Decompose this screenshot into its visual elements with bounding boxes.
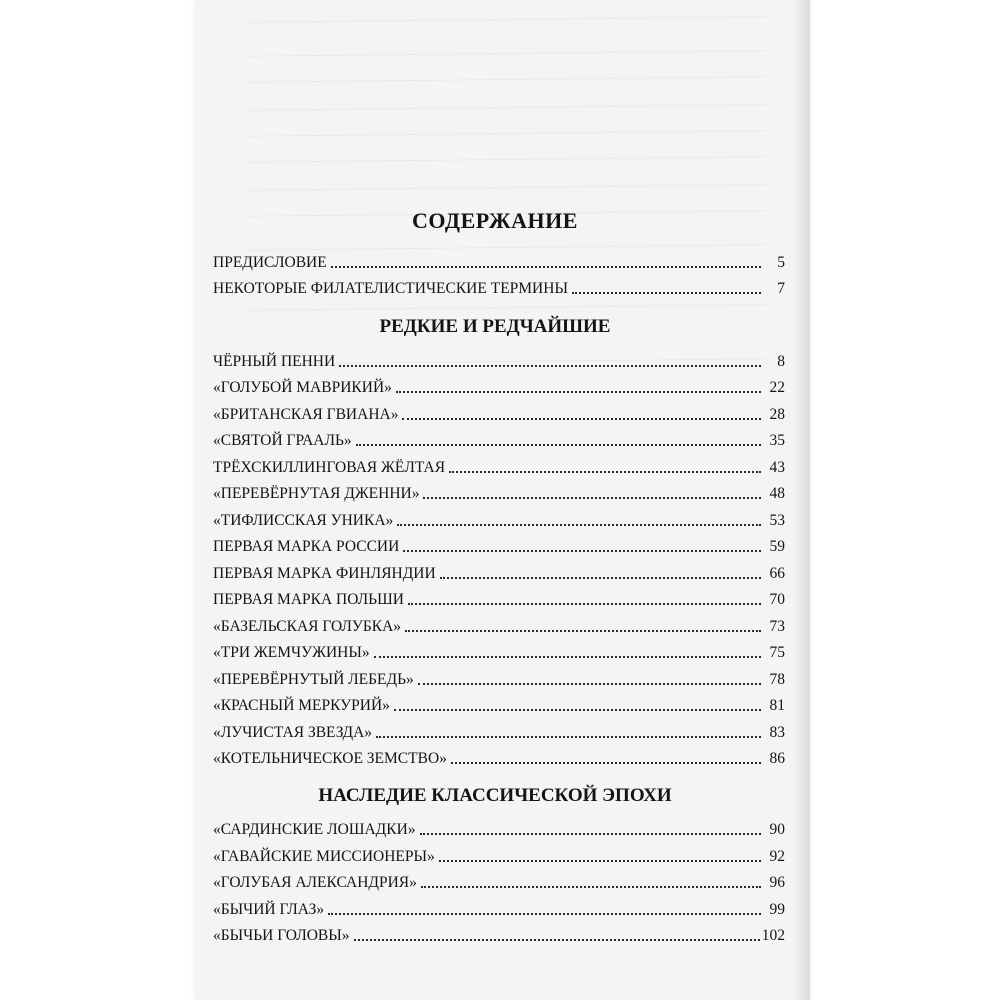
dot-leader [374, 655, 761, 658]
dot-leader [402, 417, 761, 420]
show-through-text [195, 0, 810, 360]
toc-entry[interactable] [213, 921, 785, 945]
toc-entry-page: 22 [769, 379, 785, 396]
toc-entry[interactable] [213, 815, 785, 839]
toc-entry-page: 78 [769, 671, 785, 688]
toc-entry[interactable] [213, 532, 785, 556]
dot-leader [439, 859, 761, 862]
toc-entry-label: «САРДИНСКИЕ ЛОШАДКИ» [213, 821, 416, 838]
toc-entry[interactable] [213, 638, 785, 662]
toc-entry[interactable] [213, 479, 785, 503]
dot-leader [339, 364, 761, 367]
toc-entry-label: «ТИФЛИССКАЯ УНИКА» [213, 512, 394, 529]
toc-entry[interactable] [213, 347, 785, 371]
toc-entry-page: 5 [777, 254, 785, 271]
dot-leader [331, 265, 761, 268]
toc-entry-page: 66 [769, 565, 785, 582]
section-heading: РЕДКИЕ И РЕДЧАЙШИЕ [379, 316, 611, 337]
dot-leader [449, 470, 761, 473]
dot-leader [408, 602, 761, 605]
dot-leader [572, 291, 761, 294]
toc-entry-page: 96 [769, 874, 785, 891]
toc-entry-label: «ГАВАЙСКИЕ МИССИОНЕРЫ» [213, 848, 435, 865]
toc-entry-page: 83 [769, 724, 785, 741]
dot-leader [420, 832, 761, 835]
dot-leader [405, 629, 761, 632]
dot-leader [451, 761, 761, 764]
dot-leader [403, 549, 761, 552]
dot-leader [396, 390, 761, 393]
toc-entry-page: 70 [769, 591, 785, 608]
toc-entry-label: ТРЁХСКИЛЛИНГОВАЯ ЖЁЛТАЯ [213, 459, 446, 476]
toc-entry-page: 102 [761, 927, 785, 944]
toc-entry[interactable] [213, 373, 785, 397]
dot-leader [356, 443, 761, 446]
book-page [195, 0, 810, 1000]
toc-entry[interactable] [213, 453, 785, 477]
toc-entry-label: «БЫЧИЙ ГЛАЗ» [213, 901, 325, 918]
toc-entry-page: 75 [769, 644, 785, 661]
toc-entry[interactable] [213, 868, 785, 892]
toc-entry-label: «БРИТАНСКАЯ ГВИАНА» [213, 406, 399, 423]
toc-entry-label: «КРАСНЫЙ МЕРКУРИЙ» [213, 697, 390, 714]
toc-entry[interactable] [213, 585, 785, 609]
toc-entry[interactable] [213, 665, 785, 689]
toc-entry[interactable] [213, 691, 785, 715]
toc-entry-page: 8 [777, 353, 785, 370]
toc-entry[interactable] [213, 426, 785, 450]
toc-entry-label: «ПЕРЕВЁРНУТЫЙ ЛЕБЕДЬ» [213, 671, 414, 688]
toc-entry-label: ПЕРВАЯ МАРКА РОССИИ [213, 538, 400, 555]
toc-entry-label: ПЕРВАЯ МАРКА ФИНЛЯНДИИ [213, 565, 436, 582]
dot-leader [423, 496, 761, 499]
toc-entry-label: «ПЕРЕВЁРНУТАЯ ДЖЕННИ» [213, 485, 420, 502]
dot-leader [440, 576, 761, 579]
toc-entry[interactable] [213, 744, 785, 768]
toc-entry[interactable] [213, 895, 785, 919]
toc-entry-page: 86 [769, 750, 785, 767]
toc-entry-page: 99 [769, 901, 785, 918]
dot-leader [421, 885, 761, 888]
toc-entry-page: 81 [769, 697, 785, 714]
dot-leader [418, 682, 761, 685]
toc-entry-page: 73 [769, 618, 785, 635]
toc-entry-label: ЧЁРНЫЙ ПЕННИ [213, 353, 336, 370]
dot-leader [328, 912, 761, 915]
toc-entry[interactable] [213, 248, 785, 272]
dot-leader [394, 708, 761, 711]
toc-entry[interactable] [213, 400, 785, 424]
section-heading: НАСЛЕДИЕ КЛАССИЧЕСКОЙ ЭПОХИ [318, 785, 672, 806]
toc-entry-label: НЕКОТОРЫЕ ФИЛАТЕЛИСТИЧЕСКИЕ ТЕРМИНЫ [213, 280, 568, 297]
toc-title: СОДЕРЖАНИЕ [412, 208, 578, 233]
dot-leader [376, 735, 761, 738]
toc-entry-label: «ЛУЧИСТАЯ ЗВЕЗДА» [213, 724, 373, 741]
toc-entry-page: 90 [769, 821, 785, 838]
toc-entry[interactable] [213, 718, 785, 742]
dot-leader [354, 938, 760, 941]
toc-entry-label: ПРЕДИСЛОВИЕ [213, 254, 327, 271]
toc-entry-label: «ТРИ ЖЕМЧУЖИНЫ» [213, 644, 370, 661]
toc-entry-label: «БАЗЕЛЬСКАЯ ГОЛУБКА» [213, 618, 402, 635]
dot-leader [397, 523, 761, 526]
toc-entry-label: «СВЯТОЙ ГРААЛЬ» [213, 432, 352, 449]
toc-entry-page: 92 [769, 848, 785, 865]
toc-entry-page: 59 [769, 538, 785, 555]
toc-entry[interactable] [213, 274, 785, 298]
toc-entry[interactable] [213, 842, 785, 866]
toc-entry-label: ПЕРВАЯ МАРКА ПОЛЬШИ [213, 591, 404, 608]
toc-entry-label: «БЫЧЬИ ГОЛОВЫ» [213, 927, 350, 944]
toc-entry-page: 28 [769, 406, 785, 423]
toc-entry-page: 7 [777, 280, 785, 297]
toc-entry-label: «КОТЕЛЬНИЧЕСКОЕ ЗЕМСТВО» [213, 750, 447, 767]
toc-entry-label: «ГОЛУБОЙ МАВРИКИЙ» [213, 379, 392, 396]
toc-entry[interactable] [213, 506, 785, 530]
toc-entry-label: «ГОЛУБАЯ АЛЕКСАНДРИЯ» [213, 874, 417, 891]
toc-entry-page: 35 [769, 432, 785, 449]
toc-entry[interactable] [213, 612, 785, 636]
toc-entry-page: 48 [769, 485, 785, 502]
toc-entry-page: 53 [769, 512, 785, 529]
toc-entry-page: 43 [769, 459, 785, 476]
toc-entry[interactable] [213, 559, 785, 583]
